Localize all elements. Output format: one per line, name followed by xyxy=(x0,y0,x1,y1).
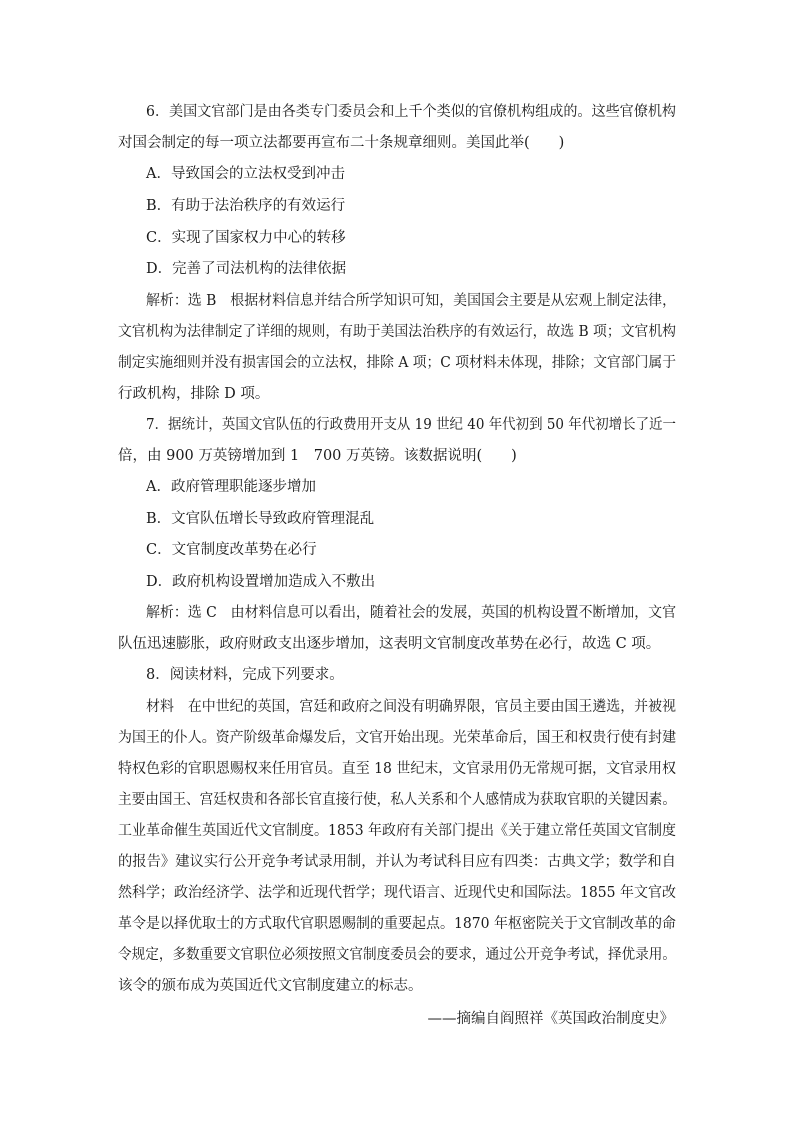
q6-option-b: B．有助于法治秩序的有效运行 xyxy=(146,198,346,214)
q8-material-line-10: 该令的颁布成为英国近代文官制度建立的标志。 xyxy=(118,978,423,994)
q8-material-line-6: 的报告》建议实行公开竞争考试录用制，并认为考试科目应有四类：古典文学；数学和自 xyxy=(118,854,676,870)
q8-source-citation: ——摘编自阎照祥《英国政治制度史》 xyxy=(427,1011,674,1027)
q8-material-line-5: 工业革命催生英国近代文官制度。1853 年政府有关部门提出《关于建立常任英国文官制度 xyxy=(118,823,677,839)
q8-material-line-3: 特权色彩的官职恩赐权来任用官员。直至 18 世纪末，文官录用仍无常规可据，文官录用权 xyxy=(118,761,677,777)
q6-analysis-line-2: 文官机构为法律制定了详细的规则，有助于美国法治秩序的有效运行，故选 B 项；文官机构 xyxy=(118,324,676,340)
q6-option-a: A．导致国会的立法权受到冲击 xyxy=(146,166,345,182)
q7-option-a: A．政府管理职能逐步增加 xyxy=(146,479,316,495)
q6-option-d: D．完善了司法机构的法律依据 xyxy=(146,261,347,277)
q7-analysis-line-1: 解析：选 C 由材料信息可以看出，随着社会的发展，英国的机构设置不断增加，文官 xyxy=(146,605,677,621)
q7-option-d: D．政府机构设置增加造成入不敷出 xyxy=(146,574,376,590)
q7-stem-line-2: 倍，由 900 万英镑增加到 1 700 万英镑。该数据说明( ) xyxy=(118,448,517,464)
q7-option-b: B．文官队伍增长导致政府管理混乱 xyxy=(146,511,375,527)
q8-material-line-1: 材料 在中世纪的英国，宫廷和政府之间没有明确界限，官员主要由国王遴选，并被视 xyxy=(146,699,677,715)
q8-material-line-2: 为国王的仆人。资产阶级革命爆发后，文官开始出现。光荣革命后，国王和权贵行使有封建 xyxy=(118,730,677,746)
q6-analysis-line-4: 行政机构，排除 D 项。 xyxy=(118,386,270,402)
q6-stem-line-2: 对国会制定的每一项立法都要再宣布二十条规章细则。美国此举( ) xyxy=(118,135,565,151)
q8-material-line-4: 主要由国王、宫廷权贵和各部长官直接行使，私人关系和个人感情成为获取官职的关键因素。 xyxy=(118,792,676,808)
q7-option-c: C．文官制度改革势在必行 xyxy=(146,542,317,558)
q8-material-line-8: 革令是以择优取士的方式取代官职恩赐制的重要起点。1870 年枢密院关于文官制改革的命 xyxy=(118,916,677,932)
q6-analysis-line-1: 解析：选 B 根据材料信息并结合所学知识可知，美国国会主要是从宏观上制定法律， xyxy=(146,293,677,309)
q7-stem-line-1: 7．据统计，英国文官队伍的行政费用开支从 19 世纪 40 年代初到 50 年代初增长了近一 xyxy=(146,417,676,433)
q8-stem: 8．阅读材料，完成下列要求。 xyxy=(146,667,344,683)
q6-analysis-line-3: 制定实施细则并没有损害国会的立法权，排除 A 项；C 项材料未体现，排除；文官部门属于 xyxy=(118,355,677,371)
q7-analysis-line-2: 队伍迅速膨胀，政府财政支出逐步增加，这表明文官制度改革势在必行，故选 C 项。 xyxy=(118,636,661,652)
q6-option-c: C．实现了国家权力中心的转移 xyxy=(146,230,346,246)
q8-material-line-9: 令规定，多数重要文官职位必须按照文官制度委员会的要求，通过公开竞争考试，择优录用。 xyxy=(118,947,676,963)
q8-material-line-7: 然科学；政治经济学、法学和近现代哲学；现代语言、近现代史和国际法。1855 年文官改 xyxy=(118,885,677,901)
q6-stem-line-1: 6．美国文官部门是由各类专门委员会和上千个类似的官僚机构组成的。这些官僚机构 xyxy=(146,104,677,120)
